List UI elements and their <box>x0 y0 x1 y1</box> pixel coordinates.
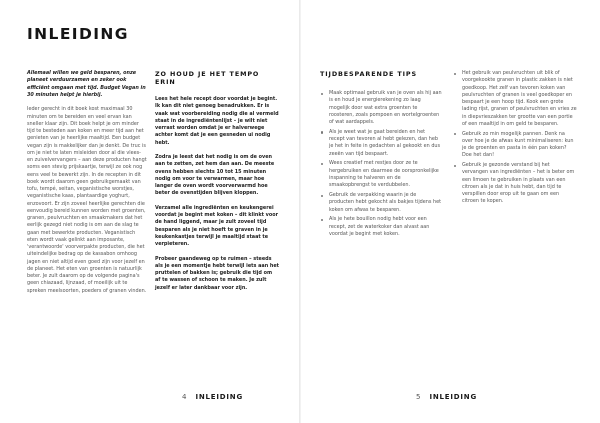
tips-list-right <box>453 70 577 206</box>
footer-right <box>416 393 477 402</box>
running-footer-right: INLEIDING <box>429 393 477 401</box>
tempo-heading: ZO HOUD JE HET TEMPO ERIN <box>155 70 260 86</box>
tips-list-left <box>320 90 442 238</box>
footer-left <box>182 393 243 402</box>
tips-column-left <box>320 70 442 241</box>
tempo-paragraph-1: Lees het hele recept door voordat je begint. Ik kan dit niet genoeg benadrukken. Er is vaak wat voorbereiding nodig die al vermeld staat in de ingrediëntenlijst – je wilt niet verrast worden omdat je er halverwege achter komt dat je een gesneden ui nodig hebt. <box>155 96 279 146</box>
running-footer-left: INLEIDING <box>195 393 243 401</box>
tip-item: Gebruik zo min mogelijk pannen. Denk na over hoe je de afwas kunt minimaliseren: kun je de groenten en pasta in één pan koken? Doe het dan! <box>453 131 577 160</box>
tip-item: Gebruik de verpakking waarin je de producten hebt gekocht als bakjes tijdens het koken om afwas te besparen. <box>320 192 442 214</box>
page-number-right: 5 <box>416 393 421 401</box>
tempo-paragraph-4: Probeer gaandeweg op te ruimen – steeds als je een momentje hebt terwijl iets aan het pruttelen of bakken is; gebruik die tijd om af te wassen of schoon te maken. Je zult jezelf er later dankbaar voor zijn. <box>155 255 280 291</box>
chapter-title: INLEIDING <box>27 25 129 43</box>
tempo-paragraph-3: Verzamel alle ingrediënten en keukengerei voordat je begint met koken – dit klinkt voor de hand liggend, maar je zult zoveel tijd besparen als je niet hoeft te graven in je keukenkastjes terwijl je maaltijd staat te verpieteren. <box>155 204 278 247</box>
tip-item: Als je hete bouillon nodig hebt voor een recept, zet de waterkoker dan alvast aan voordat je begint met koken. <box>320 216 442 238</box>
tempo-paragraph-2: Zodra je leest dat het nodig is om de oven aan te zetten, zet hem dan aan. De meeste ovens hebben slechts 10 tot 15 minuten nodig om voor te verwarmen, maar hoe langer de oven wordt voorverwarmd hoe beter de ovenstijden blijven kloppen. <box>155 154 275 197</box>
tip-item: Gebruik je gezonde verstand bij het vervangen van ingrediënten – het is beter om een limoen te gebruiken in plaats van een citroen als je dat in huis hebt, dan tijd te verspillen door erop uit te gaan om een citroen te kopen. <box>453 162 577 206</box>
page-number-left: 4 <box>182 393 187 401</box>
tempo-column <box>155 70 279 299</box>
tips-column-right <box>453 70 577 208</box>
tip-item: Het gebruik van peulvruchten uit blik of voorgekookte granen in plastic zakken is niet goedkoop. Het zelf van tevoren koken van peulvruchten of granen is veel goedkoper en bespaart je een hoop tijd. Kook een grote lading rijst, granen of peulvruchten en vries ze in diepvrieszakken ter grootte van een portie of een maaltijd in om geld te besparen. <box>453 70 577 128</box>
tip-item: Als je weet wat je gaat bereiden en het recept van tevoren al hebt gelezen, dan heb je het in feite in gedachten al gekookt en dus zeeën van tijd bespaart. <box>320 129 442 158</box>
tips-heading: TIJDBESPARENDE TIPS <box>320 70 417 78</box>
intro-paragraph: Allemaal willen we geld besparen, onze planeet verduurzamen en zeker ook efficiënt omgaan met tijd. Budget Vegan in 30 minuten helpt je hierbij. <box>27 70 146 98</box>
intro-column <box>27 70 147 302</box>
intro-body-text: Ieder gerecht in dit boek kost maximaal 30 minuten om te bereiden en veel ervan kan sneller klaar zijn. Dit boek helpt je om minder tijd te besteden aan koken en meer tijd aan het genieten van je heerlijke maaltijd. Een budget vegan zijn is makkelijker dan je denkt. De truc is om je niet te laten misleiden door al die vlees- en zuivelvervangers – aan deze producten hangt soms een stevig prijskaartje, terwijl ze ook nog eens veel te bewerkt zijn. In de recepten in dit boek wordt daarom geen gebruikgemaakt van tofu, tempé, seitan, veganistische worstjes, veganistische kaas, plantaardige yoghurt, enzovoort. Er zijn zoveel heerlijke gerechten die eenvoudig bereid kunnen worden met groenten, granen, peulvruchten en smaakmakers dat het eerlijk gezegd niet nodig is om aan de slag te gaan met bewerkte producten. Veganistisch eten wordt vaak gelinkt aan imposante, 'verantwoorde' voorverpakte producten, die het uiteindelijke bedrag op de kassabon omhoog jagen en niet altijd even goed zijn voor jezelf en de planeet. Het eten van groenten is natuurlijk beter. Je zult daarom op de volgende pagina's geen chiazaad, lijnzaad, of moeilijk uit te spreken meelsoorten, poeders of granen vinden. <box>27 106 147 294</box>
page-gutter <box>299 0 301 423</box>
tip-item: Maak optimaal gebruik van je oven als hij aan is en houd je energierekening zo laag mogelijk door wat extra groenten te roosteren, zoals pompoen en wortelgroenten of wat aardappels. <box>320 90 442 126</box>
tip-item: Wees creatief met restjes door ze te hergebruiken en daarmee de oorspronkelijke inspanning te halveren en de smaakopbrengst te verdubbelen. <box>320 160 442 189</box>
